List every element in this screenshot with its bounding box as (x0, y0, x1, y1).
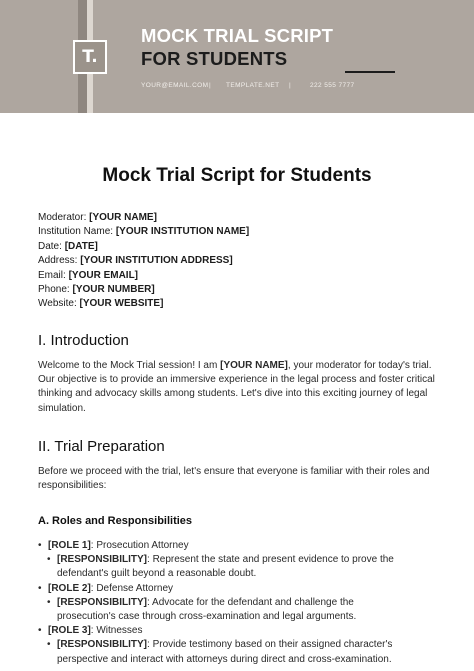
trial-preparation-paragraph: Before we proceed with the trial, let's ensure that everyone is familiar with their roles and responsibilities: (38, 466, 430, 492)
header-rule (345, 71, 395, 73)
intro-text-start: Welcome to the Mock Trial session! I am (38, 360, 221, 371)
list-item-role-1 (38, 539, 448, 553)
info-value: [YOUR INSTITUTION ADDRESS] (80, 255, 233, 267)
info-label: Phone: (38, 283, 70, 295)
info-value: [YOUR INSTITUTION NAME] (115, 226, 250, 238)
list-item-role-2 (38, 582, 448, 596)
info-value: [DATE] (64, 240, 98, 252)
responsibility-text-cont: defendant's guilt beyond a reasonable doubt. (57, 568, 257, 580)
section-heading-introduction: I. Introduction (38, 332, 129, 349)
info-label: Institution Name: (38, 226, 114, 238)
info-row-institution (38, 225, 438, 239)
responsibility-text: : Represent the state and present evidence to prove the (147, 554, 394, 566)
list-item-responsibility-1 (38, 553, 448, 581)
responsibility-label: [RESPONSIBILITY] (57, 596, 148, 608)
info-label: Website: (38, 298, 77, 310)
header-website: TEMPLATE.NET (226, 82, 280, 89)
responsibility-text: : Advocate for the defendant and challenge the (147, 596, 354, 608)
responsibility-text-cont: perspective and interact with attorneys during direct and cross-examination. (57, 653, 392, 665)
role-text: : Defense Attorney (90, 582, 174, 594)
info-row-website (38, 297, 438, 311)
info-value: [YOUR NUMBER] (72, 283, 155, 295)
header-contacts (141, 80, 411, 92)
info-value: [YOUR EMAIL] (68, 269, 139, 281)
info-label: Date: (38, 240, 62, 252)
info-value: [YOUR WEBSITE] (79, 298, 164, 310)
list-item-role-3 (38, 624, 448, 638)
info-row-moderator (38, 211, 438, 225)
info-label: Moderator: (38, 212, 87, 223)
introduction-paragraph (38, 359, 442, 416)
role-label: [ROLE 3] (48, 625, 91, 637)
responsibility-label: [RESPONSIBILITY] (57, 554, 148, 566)
role-text: : Prosecution Attorney (90, 540, 189, 551)
info-label: Email: (38, 269, 66, 281)
list-item-responsibility-2 (38, 596, 448, 624)
info-value: [YOUR NAME] (89, 212, 157, 223)
info-row-address (38, 254, 438, 268)
header-phone: 222 555 7777 (310, 82, 355, 89)
responsibility-text: : Provide testimony based on their assigned character's (147, 639, 393, 651)
responsibility-label: [RESPONSIBILITY] (57, 639, 148, 651)
info-row-phone (38, 283, 438, 297)
header-separator: | (209, 82, 212, 89)
info-row-email (38, 269, 438, 283)
template-logo-icon: T. (73, 40, 107, 74)
header-title-line2: FOR STUDENTS (141, 48, 288, 69)
intro-moderator-name: [YOUR NAME] (220, 360, 288, 371)
document-title: Mock Trial Script for Students (102, 165, 372, 186)
header-banner (0, 0, 474, 113)
header-separator: | (289, 82, 292, 89)
role-text: : Witnesses (90, 625, 143, 637)
role-label: [ROLE 1] (48, 540, 91, 551)
info-block (38, 211, 438, 312)
sub-heading-roles: A. Roles and Responsibilities (38, 515, 193, 527)
info-row-date (38, 240, 438, 254)
intro-text-end: , your moderator for today's trial. Our objective is to provide an immersive experience in the legal process and foster critical thinking and advocacy skills among students. Let's dive into this exciting journey of legal simulation. (38, 360, 435, 414)
header-email: YOUR@EMAIL.COM (141, 82, 209, 89)
list-item-responsibility-3 (38, 638, 448, 666)
info-label: Address: (38, 255, 78, 267)
header-title-line1: MOCK TRIAL SCRIPT (141, 25, 334, 46)
section-heading-trial-preparation: II. Trial Preparation (38, 438, 165, 455)
responsibility-text-cont: prosecution's case through cross-examination and legal arguments. (57, 611, 357, 623)
role-label: [ROLE 2] (48, 582, 91, 594)
roles-list (38, 539, 448, 667)
